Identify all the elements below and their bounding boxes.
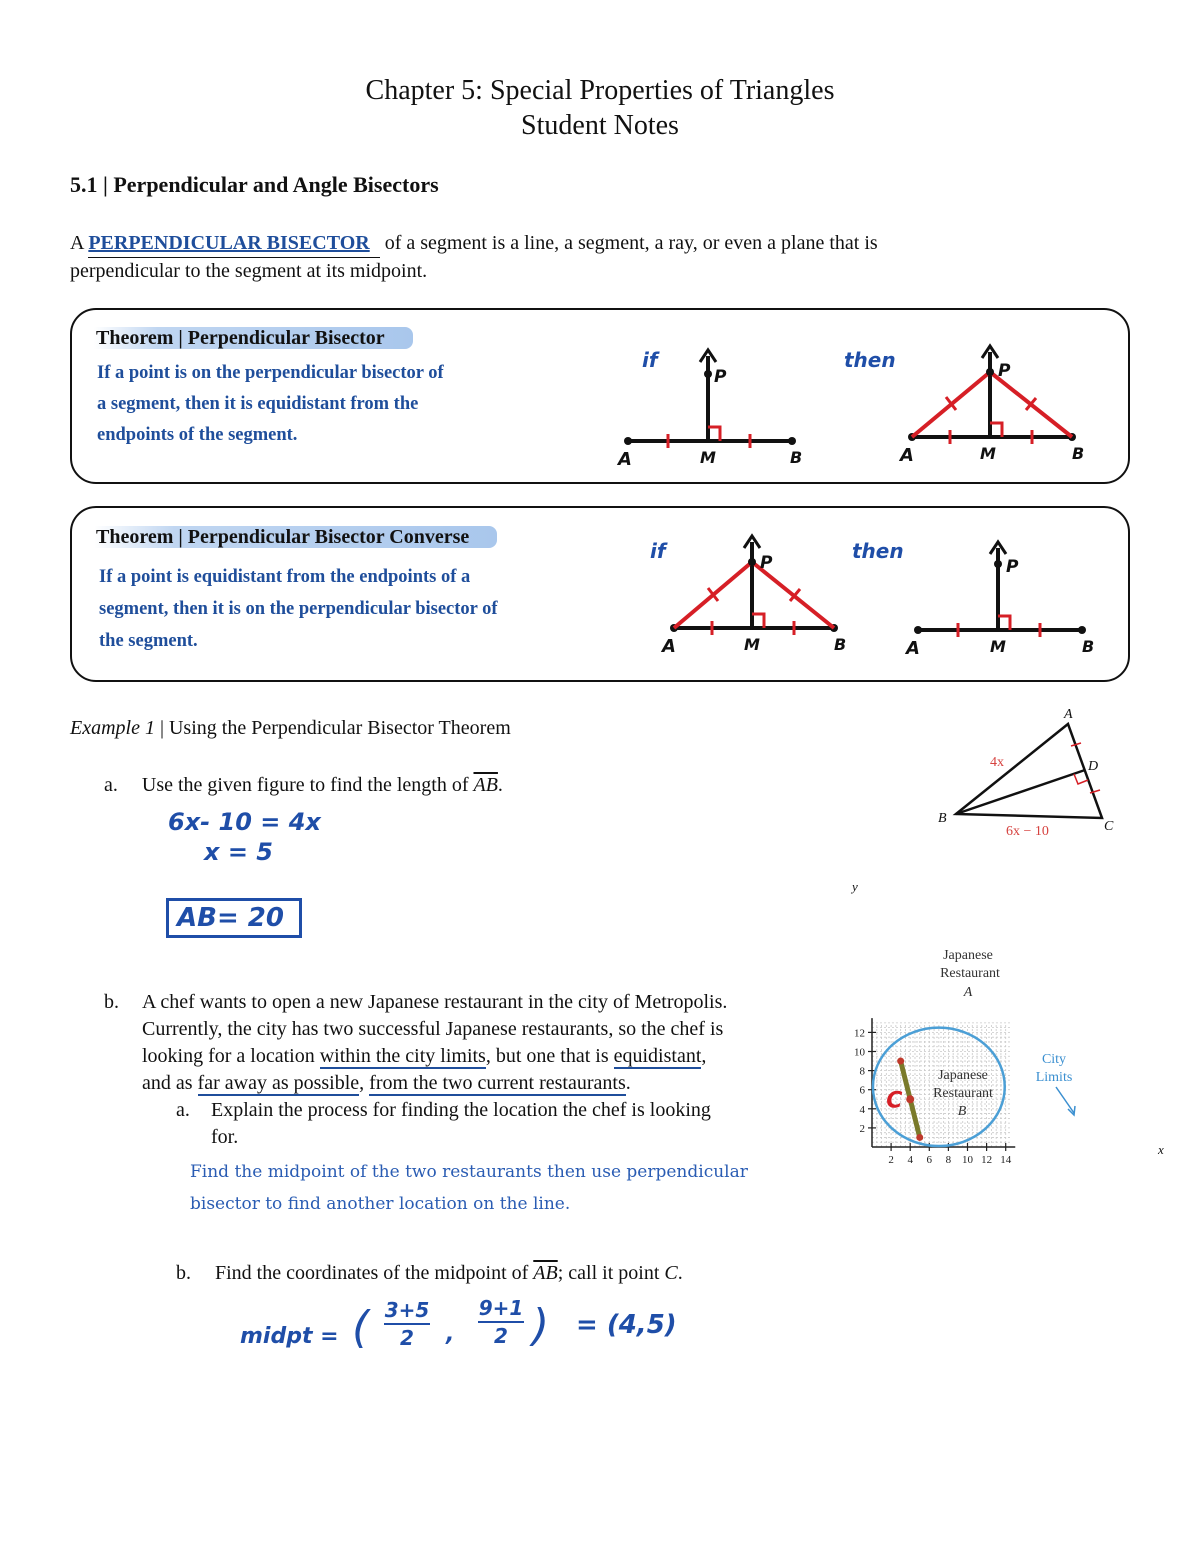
svg-text:A: A <box>618 449 632 470</box>
part-b-sub-a: a. Explain the process for finding the location the chef is looking for. <box>176 1099 711 1148</box>
fraction-2: 9+1 2 <box>478 1296 524 1348</box>
svg-text:A: A <box>906 638 920 659</box>
example1-part-a: a. Use the given figure to find the length of $\overline{AB}$. <box>104 774 503 796</box>
svg-text:A: A <box>900 445 914 466</box>
svg-text:B: B <box>790 448 803 467</box>
fraction-1: 3+5 2 <box>384 1298 430 1350</box>
theorem1-statement: If a point is on the perpendicular bisector of a segment, then it is equidistant from the endpoints of the segment. <box>97 363 444 445</box>
restaurant-a-point <box>897 1058 904 1065</box>
midpoint-lead: midpt = <box>240 1324 339 1349</box>
svg-text:6x − 10: 6x − 10 <box>1006 824 1049 839</box>
svg-text:M: M <box>990 637 1006 656</box>
definition-term: PERPENDICULAR BISECTOR <box>88 232 370 254</box>
svg-text:A: A <box>1064 707 1073 722</box>
page-subtitle: Student Notes <box>521 110 679 141</box>
svg-text:B: B <box>1082 637 1095 656</box>
svg-text:Restaurant: Restaurant <box>940 966 1000 981</box>
y-tick-label: 4 <box>859 1103 865 1116</box>
svg-text:M: M <box>700 448 716 467</box>
example1-part-b: b. A chef wants to open a new Japanese restaurant in the city of Metropolis. Currently, the city has two successful Japanese restaurants, so the chef is looking for a location within the city limits, but one that is equidistant, and as far away as possible, from the two current restaurants. <box>104 991 728 1094</box>
svg-text:C: C <box>1104 819 1114 834</box>
svg-text:P: P <box>998 361 1011 381</box>
svg-text:A: A <box>963 985 973 1000</box>
definition-paragraph: A PERPENDICULAR BISECTOR of a segment is a line, a segment, a ray, or even a plane that is perpendicular to the segment at its midpoint. <box>70 232 878 282</box>
svg-text:B: B <box>938 811 947 826</box>
midpoint-c-point <box>906 1095 914 1103</box>
theorem2-diagram <box>640 528 1120 668</box>
svg-text:x: x <box>1158 1142 1164 1157</box>
midpoint-c-label: C <box>886 1088 903 1114</box>
svg-text:y: y <box>852 879 858 894</box>
x-tick-label: 12 <box>981 1154 993 1165</box>
example1-heading: Example 1 | Using the Perpendicular Bisector Theorem <box>70 717 511 739</box>
comma: , <box>446 1322 455 1347</box>
svg-text:B: B <box>1072 444 1085 463</box>
svg-text:P: P <box>714 367 727 387</box>
y-tick-label: 6 <box>859 1084 865 1097</box>
x-tick-label: 8 <box>945 1154 952 1165</box>
x-tick-label: 2 <box>888 1154 894 1165</box>
svg-text:D: D <box>1088 759 1099 774</box>
page-title: Chapter 5: Special Properties of Triangles <box>365 75 835 106</box>
x-tick-label: 10 <box>962 1154 973 1165</box>
svg-text:4x: 4x <box>990 755 1004 770</box>
svg-text:City: City <box>1041 1052 1067 1067</box>
y-tick-label: 12 <box>854 1027 865 1040</box>
svg-text:if: if <box>650 539 666 563</box>
x-tick-label: 6 <box>926 1154 933 1165</box>
section-heading: 5.1 | Perpendicular and Angle Bisectors <box>70 172 439 197</box>
work-a-eq1: 6x- 10 = 4x <box>168 808 321 836</box>
svg-text:P: P <box>1006 557 1019 577</box>
example1-triangle-figure <box>930 700 1130 845</box>
svg-text:P: P <box>760 553 773 573</box>
svg-text:then: then <box>852 539 904 563</box>
svg-text:B: B <box>834 635 847 654</box>
theorem2-statement: If a point is equidistant from the endpoints of a segment, then it is on the perpendicular bisector of the segment. <box>99 567 498 651</box>
work-a-answer: AB= 20 <box>166 898 302 938</box>
theorem1-title: Theorem | Perpendicular Bisector <box>94 327 413 350</box>
x-tick-label: 14 <box>1000 1154 1012 1165</box>
y-tick-label: 2 <box>859 1122 865 1135</box>
theorem2-title: Theorem | Perpendicular Bisector Converse <box>94 526 497 549</box>
if-label: if <box>642 348 658 372</box>
svg-text:Limits: Limits <box>1035 1070 1073 1085</box>
svg-text:B: B <box>957 1104 967 1119</box>
sub-a-answer: Find the midpoint of the two restaurants then use perpendicular bisector to find another location on the line. <box>190 1162 748 1214</box>
y-tick-label: 10 <box>854 1046 865 1059</box>
close-paren: ) <box>532 1300 550 1351</box>
svg-text:A: A <box>662 636 676 657</box>
y-tick-label: 8 <box>859 1065 865 1078</box>
svg-text:Japanese: Japanese <box>943 948 993 963</box>
city-map-graph <box>842 875 1172 1165</box>
svg-text:M: M <box>980 444 996 463</box>
open-paren: ( <box>352 1302 370 1353</box>
restaurant-b-point <box>916 1134 923 1141</box>
part-b-sub-b: b. Find the coordinates of the midpoint of $\overline{AB}$; call it point C. <box>176 1262 683 1284</box>
theorem1-diagram <box>600 330 1120 470</box>
svg-text:M: M <box>744 635 760 654</box>
work-a-eq2: x = 5 <box>204 838 273 866</box>
x-tick-label: 4 <box>907 1154 913 1165</box>
svg-text:Japanese: Japanese <box>938 1068 988 1083</box>
then-label: then <box>844 348 896 372</box>
midpoint-result: = (4,5) <box>576 1310 677 1340</box>
svg-text:Restaurant: Restaurant <box>933 1086 993 1101</box>
